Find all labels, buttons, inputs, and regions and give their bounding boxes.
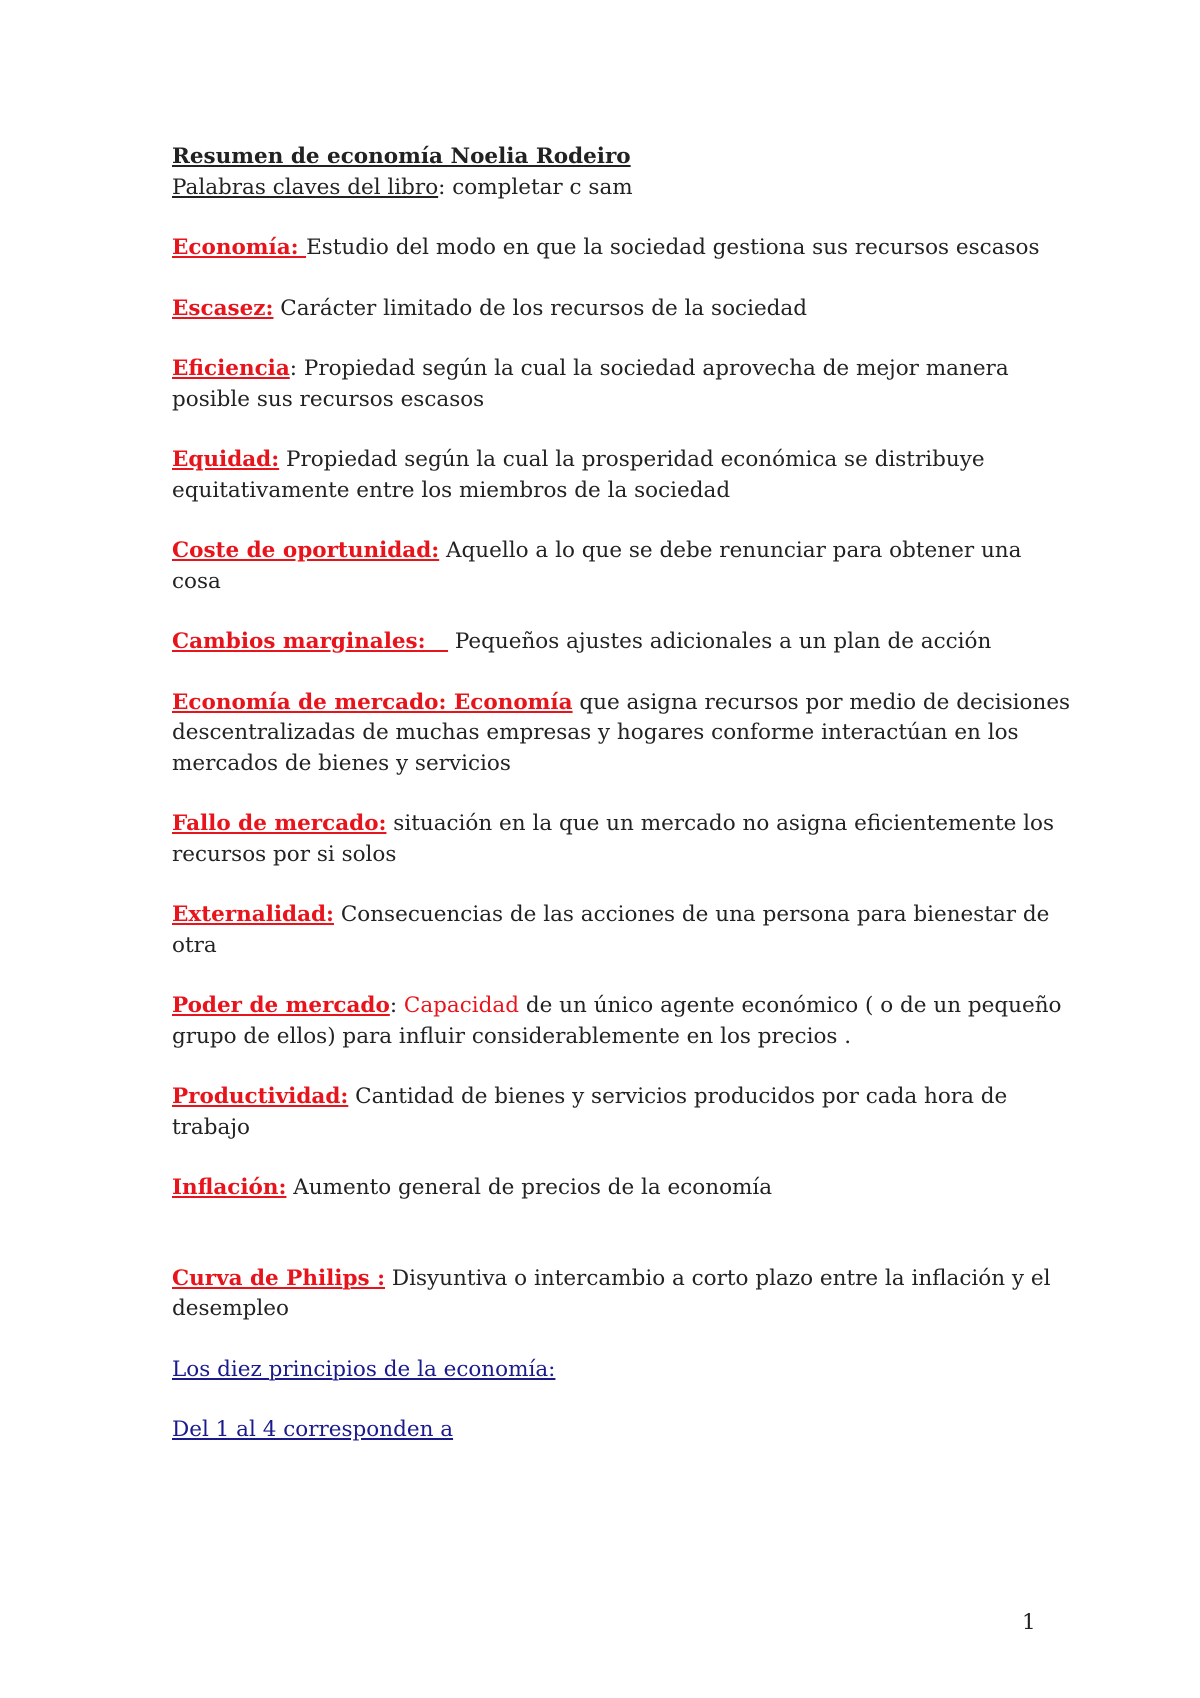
entry-term: Curva de Philips :	[172, 1265, 386, 1291]
entry-poder-de-mercado	[172, 991, 1072, 1052]
entry-term: Economía:	[172, 235, 307, 260]
entry-colon: :	[389, 993, 404, 1018]
entry-definition: de un único agente económico ( o de un pequeño grupo de ellos) para influir considerablemente en los precios .	[172, 993, 1062, 1049]
entry-term: Poder de mercado	[172, 993, 390, 1018]
entry-fallo-de-mercado	[172, 809, 1072, 870]
document-page	[172, 142, 1072, 1476]
link-diez-principios[interactable]: Los diez principios de la economía:	[172, 1356, 556, 1382]
entry-coste-de-oportunidad	[172, 536, 1072, 597]
entry-externalidad	[172, 900, 1072, 961]
entry-escasez	[172, 294, 1072, 325]
entry-term: Cambios marginales:	[172, 629, 449, 654]
entry-term: Fallo de mercado:	[172, 811, 387, 836]
document-title: Resumen de economía Noelia Rodeiro	[172, 144, 631, 169]
entry-definition: que asigna recursos por medio de decisiones descentralizadas de muchas empresas y hogares conforme interactúan en los mercados de bienes y servicios	[172, 689, 1071, 776]
entry-definition: Aumento general de precios de la economía	[286, 1175, 773, 1200]
entry-red-word: Capacidad	[403, 993, 520, 1018]
link-del-1-al-4[interactable]: Del 1 al 4 corresponden a	[172, 1417, 454, 1442]
entry-definition: situación en la que un mercado no asigna eficientemente los recursos por si solos	[172, 811, 1055, 867]
entry-definition: Pequeños ajustes adicionales a un plan de acción	[448, 629, 992, 654]
entry-eficiencia	[172, 354, 1072, 415]
entry-term: Externalidad:	[172, 902, 334, 927]
entry-definition: Disyuntiva o intercambio a corto plazo entre la inflación y el desempleo	[172, 1265, 1051, 1321]
entry-inflacion	[172, 1173, 1072, 1204]
entry-definition: : Propiedad según la cual la sociedad aprovecha de mejor manera posible sus recursos escasos	[172, 356, 1009, 412]
entry-definition: Aquello a lo que se debe renunciar para obtener una cosa	[172, 538, 1022, 594]
entry-definition: Consecuencias de las acciones de una persona para bienestar de otra	[172, 902, 1050, 958]
entry-term: Equidad:	[172, 447, 280, 472]
entry-definition: Propiedad según la cual la prosperidad económica se distribuye equitativamente entre los miembros de la sociedad	[172, 447, 985, 503]
entry-definition: Carácter limitado de los recursos de la sociedad	[273, 295, 808, 321]
document-subtitle	[172, 173, 1072, 204]
entry-term: Eficiencia	[172, 356, 290, 381]
entry-cambios-marginales	[172, 627, 1072, 658]
entry-definition: Estudio del modo en que la sociedad gestiona sus recursos escasos	[306, 235, 1040, 260]
entry-economia	[172, 233, 1072, 264]
entry-curva-de-philips	[172, 1264, 1072, 1325]
entry-economia-de-mercado	[172, 688, 1072, 780]
subtitle-rest: : completar c sam	[438, 174, 633, 200]
subtitle-label: Palabras claves del libro	[172, 174, 439, 200]
entry-productividad	[172, 1082, 1072, 1143]
entry-term: Inflación:	[172, 1175, 287, 1200]
entry-term: Economía de mercado: Economía	[172, 689, 573, 715]
page-number: 1	[1022, 1610, 1036, 1635]
entry-equidad	[172, 445, 1072, 506]
entry-term: Escasez:	[172, 295, 274, 321]
entry-definition: Cantidad de bienes y servicios producidos por cada hora de trabajo	[172, 1084, 1008, 1140]
entry-term: Productividad:	[172, 1084, 349, 1109]
entry-term: Coste de oportunidad:	[172, 538, 440, 563]
